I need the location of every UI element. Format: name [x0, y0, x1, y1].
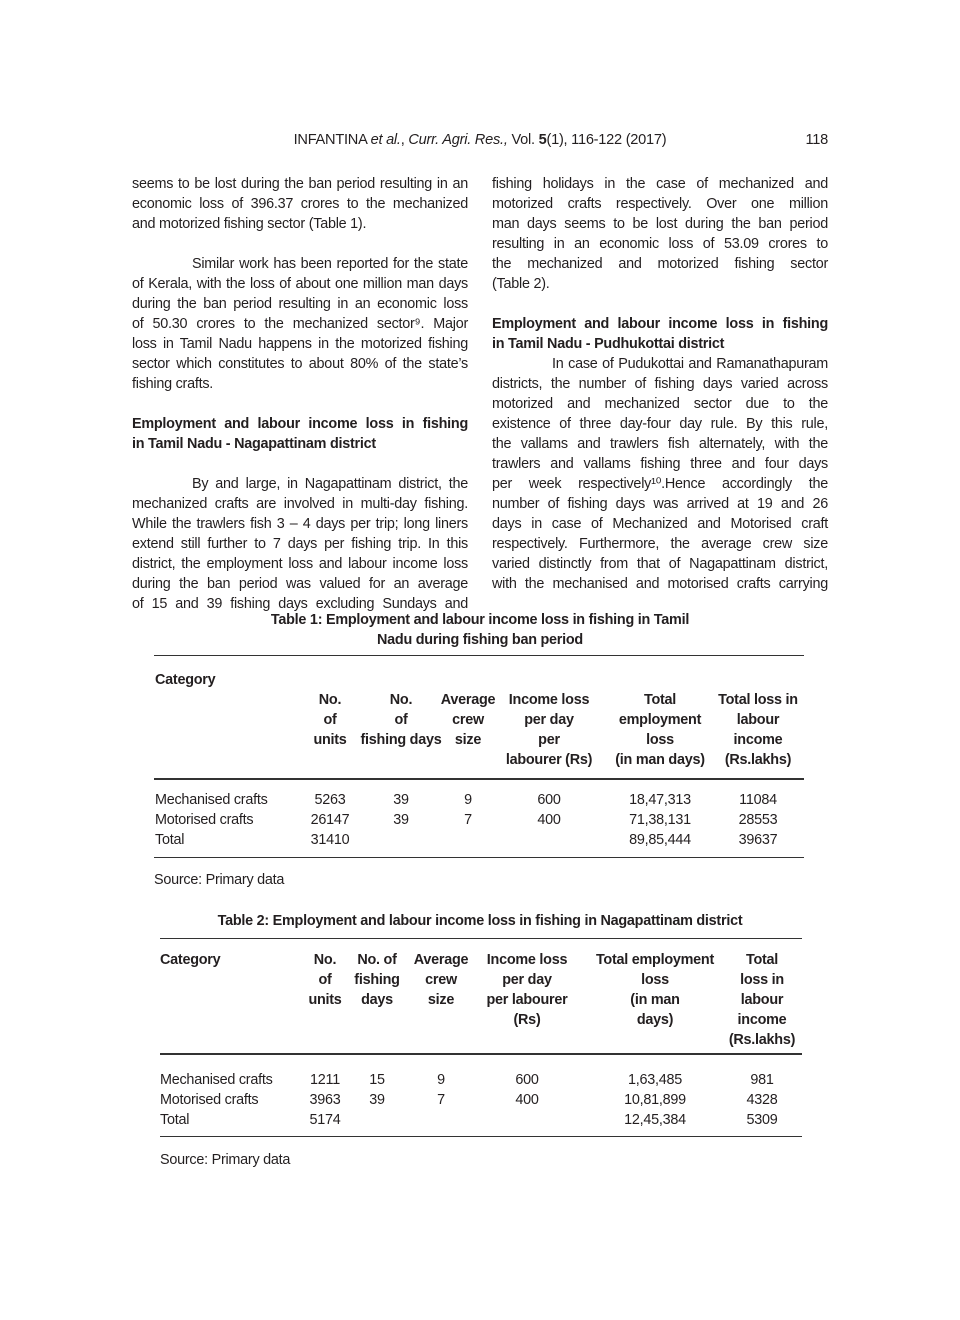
cell-units: 5174 [309, 1112, 341, 1128]
row-label: Motorised crafts [155, 812, 254, 828]
paragraph-line: respectively. Furthermore, the average crew size [492, 536, 828, 552]
section-heading-line: Employment and labour income loss in fishing [132, 416, 468, 432]
paragraph-line: and motorized fishing sector (Table 1). [132, 216, 367, 232]
section-heading-line: in Tamil Nadu - Pudhukottai district [492, 336, 725, 352]
column-header-fishing-days: No. of fishing days [360, 692, 442, 748]
column-header-category: Category [155, 672, 216, 688]
row-label: Mechanised crafts [160, 1072, 273, 1088]
cell-fishing-days: 39 [369, 1092, 385, 1108]
cell-fishing-days: 39 [393, 792, 409, 808]
table2-caption: Table 2: Employment and labour income loss in fishing in Nagapattinam district [217, 913, 743, 929]
paragraph-line: motorized crafts respectively. Over one million [492, 196, 828, 212]
row-label: Total [155, 832, 185, 848]
paragraph-line: Similar work has been reported for the state [192, 256, 468, 272]
section-heading-line: in Tamil Nadu - Nagapattinam district [132, 436, 376, 452]
row-label: Total [160, 1112, 190, 1128]
cell-employment-loss: 71,38,131 [629, 812, 691, 828]
paragraph-line: districts, the number of fishing days varied across [492, 376, 828, 392]
column-header-income-loss: Income loss per day per labourer (Rs) [505, 692, 593, 768]
table2-bottom-rule [160, 1136, 802, 1137]
paragraph-line: with the mechanised and motorised crafts carrying [492, 576, 828, 592]
cell-income-loss: 400 [515, 1092, 539, 1108]
paragraph-line: extend still further to 7 days per fishing trip. In this [132, 536, 468, 552]
column-header-income-loss: Income loss per day per labourer (Rs) [486, 952, 568, 1028]
paragraph-line: varied distinctly from that of Nagapattinam district, [492, 556, 828, 572]
paragraph-line: the mechanized and motorized fishing sector [492, 256, 828, 272]
paragraph-line: mechanized crafts are involved in multi-day fishing. [132, 496, 468, 512]
row-label: Mechanised crafts [155, 792, 268, 808]
cell-fishing-days: 39 [393, 812, 409, 828]
table2-source: Source: Primary data [160, 1152, 291, 1168]
column-header-employment-loss: Total employment loss (in man days) [615, 692, 705, 768]
paragraph-line: While the trawlers fish 3 – 4 days per trip; long liners [132, 516, 468, 532]
paragraph-line: fishing holidays in the case of mechanized and [492, 176, 828, 192]
cell-units: 5263 [314, 792, 346, 808]
page-number: 118 [805, 132, 828, 148]
paragraph-line: of 15 and 39 fishing days excluding Sundays and [132, 596, 468, 612]
cell-employment-loss: 18,47,313 [629, 792, 691, 808]
paragraph-line: district, the employment loss and labour income loss [132, 556, 468, 572]
column-header-category: Category [160, 952, 221, 968]
column-header-units: No. of units [308, 952, 342, 1008]
cell-units: 3963 [309, 1092, 341, 1108]
paragraph-line: existence of three day-four day rule. By this rule, [492, 416, 828, 432]
header-vol-label: Vol. [511, 132, 535, 148]
cell-crew-size: 9 [437, 1072, 445, 1088]
cell-crew-size: 9 [464, 792, 472, 808]
column-header-crew-size: Average crew size [413, 952, 469, 1008]
table2-top-rule [160, 938, 802, 939]
table1-bottom-rule [154, 857, 804, 858]
paragraph-line: motorized and mechanized sector due to the [492, 396, 828, 412]
column-header-labour-income-loss: Total loss in labour income (Rs.lakhs) [728, 952, 796, 1048]
cell-labour-income-loss: 981 [750, 1072, 774, 1088]
cell-employment-loss: 12,45,384 [624, 1112, 686, 1128]
cell-units: 26147 [310, 812, 350, 828]
paragraph-line: sector which constitutes to about 80% of the state’s [132, 356, 468, 372]
row-label: Motorised crafts [160, 1092, 259, 1108]
cell-labour-income-loss: 39637 [738, 832, 778, 848]
paragraph-line: the vallams and trawlers fish alternately, with the [492, 436, 828, 452]
column-header-employment-loss: Total employment loss (in man days) [595, 952, 715, 1028]
header-volume: 5 [538, 132, 547, 148]
cell-employment-loss: 1,63,485 [627, 1072, 683, 1088]
paragraph-line: during the ban period resulting in an economic loss [132, 296, 468, 312]
cell-labour-income-loss: 4328 [746, 1092, 778, 1108]
cell-units: 31410 [310, 832, 350, 848]
table1-source: Source: Primary data [154, 872, 285, 888]
table1-top-rule [154, 655, 804, 656]
paragraph-line: economic loss of 396.37 crores to the mechanized [132, 196, 468, 212]
table2-header-rule [160, 1053, 802, 1055]
table1-caption-line1: Table 1: Employment and labour income loss in fishing in Tamil [270, 612, 690, 628]
paragraph-line: fishing crafts. [132, 376, 214, 392]
cell-labour-income-loss: 28553 [738, 812, 778, 828]
column-header-crew-size: Average crew size [440, 692, 496, 748]
cell-employment-loss: 10,81,899 [624, 1092, 686, 1108]
paragraph-line: In case of Pudukottai and Ramanathapuram [552, 356, 828, 372]
paragraph-line: number of fishing days was arrived at 19 and 26 [492, 496, 828, 512]
cell-labour-income-loss: 11084 [739, 792, 777, 808]
column-header-fishing-days: No. of fishing days [354, 952, 400, 1008]
paragraph-line: man days seems to be lost during the ban period [492, 216, 828, 232]
header-etal: et al. [370, 132, 401, 148]
cell-labour-income-loss: 5309 [746, 1112, 778, 1128]
right-column [492, 174, 828, 594]
paragraph-line: of Kerala, with the loss of about one million man days [132, 276, 468, 292]
cell-crew-size: 7 [464, 812, 472, 828]
cell-fishing-days: 15 [369, 1072, 385, 1088]
header-journal: Curr. Agri. Res., [408, 132, 508, 148]
paragraph-line: per week respectively¹⁰.Hence accordingly the [492, 476, 828, 492]
paragraph-line: of 50.30 crores to the mechanized sector⁹. Major [132, 316, 468, 332]
paragraph-line: (Table 2). [492, 276, 550, 292]
paragraph-line: days in case of Mechanized and Motorised craft [492, 516, 828, 532]
paragraph-line: seems to be lost during the ban period resulting in an [132, 176, 468, 192]
header-issue-pages: (1), 116-122 (2017) [546, 132, 667, 148]
running-header: INFANTINA et al., Curr. Agri. Res., Vol. 5(1), 116-122 (2017) [293, 132, 667, 148]
paragraph-line: By and large, in Nagapattinam district, the [192, 476, 468, 492]
paragraph-line: trawlers and vallams fishing three and four days [492, 456, 828, 472]
header-author: INFANTINA [293, 132, 367, 148]
paragraph-line: resulting in an economic loss of 53.09 crores to [492, 236, 828, 252]
column-header-labour-income-loss: Total loss in labour income (Rs.lakhs) [718, 692, 798, 768]
column-header-units: No. of units [313, 692, 347, 748]
left-column [132, 174, 468, 614]
paragraph-line: loss in Tamil Nadu happens in the motorized fishing [132, 336, 468, 352]
paragraph-line: during the ban period was valued for an average [132, 576, 468, 592]
cell-crew-size: 7 [437, 1092, 445, 1108]
section-heading-line: Employment and labour income loss in fishing [492, 316, 828, 332]
cell-income-loss: 400 [537, 812, 561, 828]
table1-header-rule [154, 778, 804, 780]
table1-caption-line2: Nadu during fishing ban period [377, 632, 583, 648]
cell-employment-loss: 89,85,444 [629, 832, 691, 848]
cell-income-loss: 600 [537, 792, 561, 808]
cell-units: 1211 [310, 1072, 340, 1088]
cell-income-loss: 600 [515, 1072, 539, 1088]
